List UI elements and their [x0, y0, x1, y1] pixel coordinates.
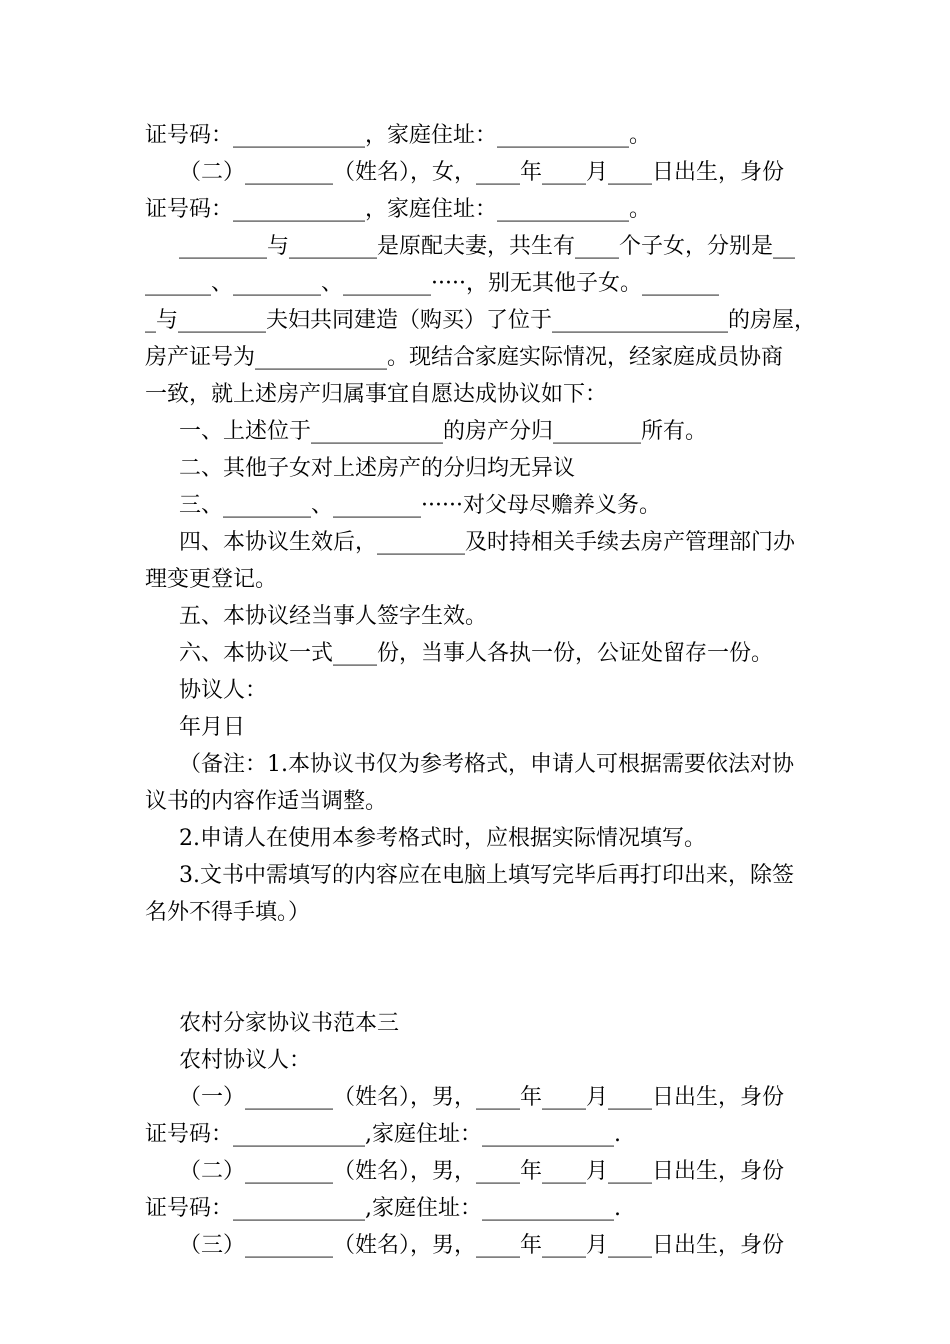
text-line: 协议人：	[179, 678, 268, 703]
text-line: 二、其他子女对上述房产的分归均无异议	[179, 456, 576, 481]
text-line: ________与________是原配夫妻，共生有____个子女，分别是__	[179, 234, 796, 259]
text-line: 年月日	[179, 715, 246, 740]
text-line: 证号码：____________，家庭住址：____________。	[145, 197, 652, 222]
text-line: 农村协议人：	[179, 1048, 312, 1073]
text-line: 证号码：____________,家庭住址：____________.	[145, 1122, 621, 1147]
text-line: 三、________、________······对父母尽赡养义务。	[179, 493, 661, 518]
text-line: （三）________（姓名），男，____年____月____日出生，身份	[179, 1233, 785, 1258]
text-line: ______、________、________·····，别无其他子女。_______	[145, 271, 719, 296]
text-line: （二）________（姓名），男，____年____月____日出生，身份	[179, 1159, 785, 1184]
text-line: 证号码：____________，家庭住址：____________。	[145, 123, 652, 148]
text-line: 一、上述位于____________的房产分归________所有。	[179, 419, 708, 444]
text-line: 六、本协议一式____份，当事人各执一份，公证处留存一份。	[179, 641, 774, 666]
text-line: 2.申请人在使用本参考格式时，应根据实际情况填写。	[179, 826, 706, 851]
agreement-section	[145, 117, 817, 931]
template-three-section	[145, 1005, 810, 1264]
text-line: 农村分家协议书范本三	[179, 1011, 400, 1036]
document-body	[145, 117, 817, 1264]
text-line: 证号码：____________,家庭住址：____________.	[145, 1196, 621, 1221]
text-line: （一）________（姓名），男，____年____月____日出生，身份	[179, 1085, 785, 1110]
section-gap	[145, 931, 810, 1005]
text-line: 四、本协议生效后，________及时持相关手续去房产管理部门办	[179, 530, 796, 555]
text-line: 名外不得手填。）	[145, 900, 311, 925]
text-line: （备注：1.本协议书仅为参考格式，申请人可根据需要依法对协	[179, 752, 794, 777]
text-line: 议书的内容作适当调整。	[145, 789, 388, 814]
text-line: 理变更登记。	[145, 567, 278, 592]
text-line: _与________夫妇共同建造（购买）了位于________________的房屋，	[145, 308, 817, 333]
text-line: 房产证号为____________。现结合家庭实际情况，经家庭成员协商	[145, 345, 784, 370]
text-line: 一致，就上述房产归属事宜自愿达成协议如下：	[145, 382, 608, 407]
text-line: 五、本协议经当事人签字生效。	[179, 604, 488, 629]
text-line: 3.文书中需填写的内容应在电脑上填写完毕后再打印出来，除签	[179, 863, 794, 888]
text-line: （二）________（姓名），女，____年____月____日出生，身份	[179, 160, 785, 185]
